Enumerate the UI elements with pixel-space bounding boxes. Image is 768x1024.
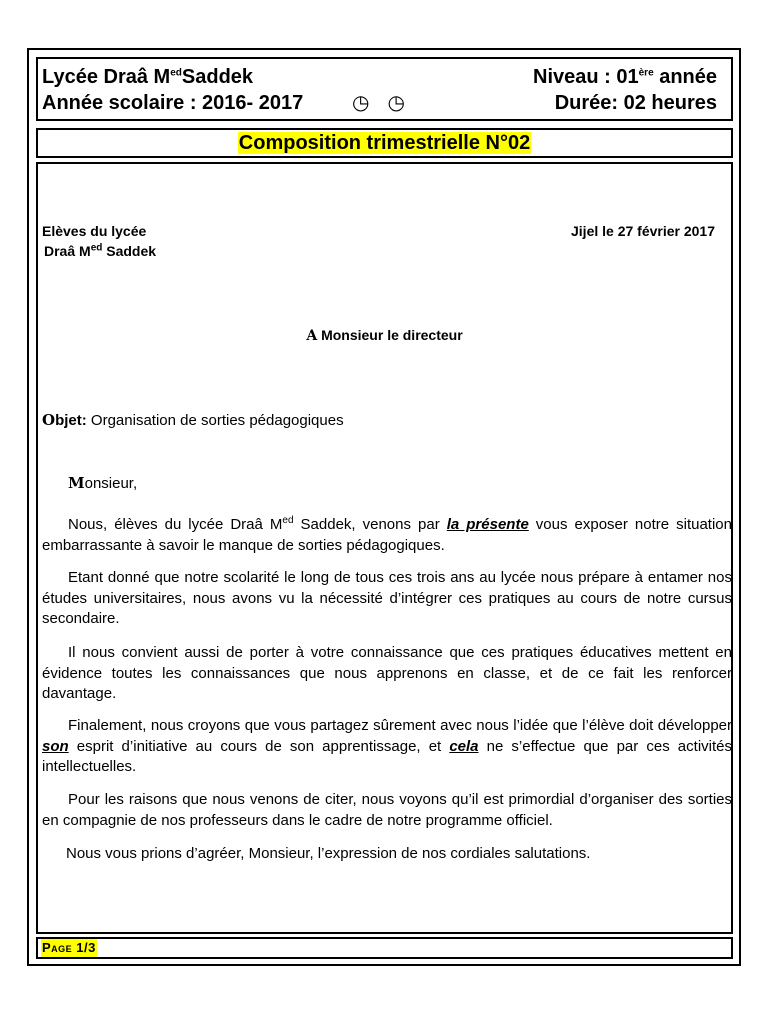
object-line: Objet: Organisation de sorties pédagogiques [42, 411, 344, 429]
closing-paragraph: Nous vous prions d’agréer, Monsieur, l’expression de nos cordiales salutations. [66, 845, 591, 862]
paragraph-1: Nous, élèves du lycée Draâ $M^{ed}$ Saddek, venons par la présente vous exposer notre situation embarrassante à savoir le manque de sorties pédagogiques. [42, 515, 732, 554]
exam-title: Composition trimestrielle N°02 [238, 132, 531, 154]
paragraph-3: Il nous convient aussi de porter à votre connaissance que ces pratiques éducatives mettent en évidence toutes les connaissances que nous apprenons en classe, et de ce fait les renforcer davantage. [42, 644, 732, 702]
level: Niveau : 01ère année [533, 66, 717, 88]
header-box [36, 57, 733, 121]
letter-box [36, 162, 733, 934]
school-year: Année scolaire : 2016- 2017 [42, 92, 304, 114]
clock-icon: ◷◷ [352, 92, 423, 114]
page-frame [27, 48, 741, 966]
footer-box [36, 937, 733, 959]
title-box [36, 128, 733, 158]
paragraph-2: Etant donné que notre scolarité le long de tous ces trois ans au lycée nous prépare à entamer nos études universitaires, nous avons vu la nécessité d’intégrer ces pratiques au cours de notre cursus secondaire. [42, 569, 732, 627]
letter-date: Jijel le 27 février 2017 [571, 223, 715, 239]
school-name: Lycée Draâ $M^{ed}Saddek$ [42, 66, 254, 88]
sender-line-2: Draâ $M^{ed}$ Saddek [44, 242, 157, 259]
sender-line-1: Elèves du lycée [42, 223, 147, 239]
greeting: Monsieur, [68, 474, 138, 492]
paragraph-4: Finalement, nous croyons que vous partagez sûrement avec nous l’idée que l’élève doit développer son esprit d’initiative au cours de son apprentissage, et cela ne s’effectue que par ces activités intellectuelles. [42, 717, 732, 775]
paragraph-5: Pour les raisons que nous venons de citer, nous voyons qu’il est primordial d’organiser des sorties en compagnie de nos professeurs dans le cadre de notre programme officiel. [42, 791, 732, 829]
recipient: A Monsieur le directeur [306, 327, 463, 344]
duration: Durée: 02 heures [554, 92, 717, 114]
page-number: Page 1/3 [42, 940, 96, 955]
